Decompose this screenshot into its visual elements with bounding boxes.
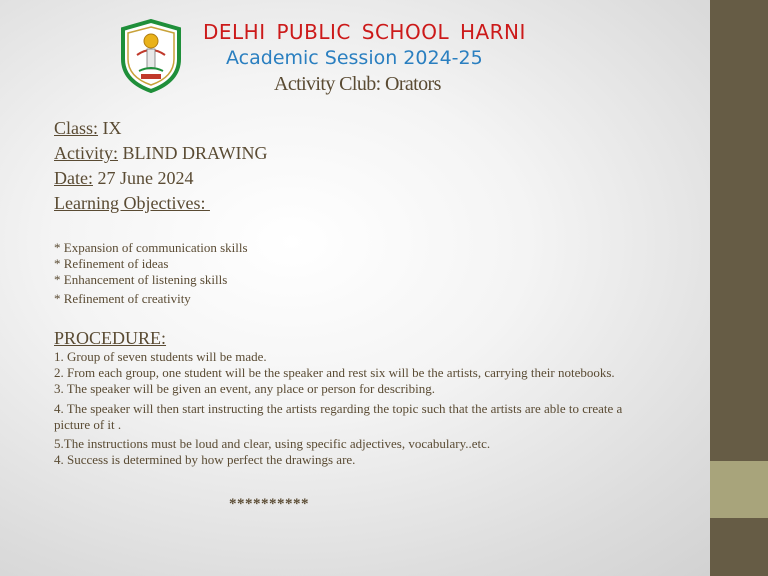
side-bar-accent	[710, 461, 768, 518]
procedure-step: 3. The speaker will be given an event, any place or person for describing.	[54, 381, 435, 396]
date-value: 27 June 2024	[92, 168, 194, 188]
procedure-step: 4. Success is determined by how perfect the drawings are.	[54, 452, 356, 467]
procedure-step: 2. From each group, one student will be the speaker and rest six will be the artists, carrying their notebooks.	[54, 365, 615, 380]
class-line	[54, 118, 122, 139]
objective-item: * Refinement of ideas	[54, 256, 169, 271]
procedure-step: 4. The speaker will then start instructing the artists regarding the topic such that the artists are able to create a picture of it .	[54, 401, 623, 432]
activity-line	[54, 143, 268, 164]
procedure-heading: PROCEDURE:	[54, 328, 167, 348]
school-crest-logo	[119, 19, 183, 93]
academic-session: Academic Session 2024-25	[226, 47, 483, 69]
footer-stars: **********	[229, 496, 309, 512]
objective-item: * Expansion of communication skills	[54, 240, 248, 255]
procedure-step: 1. Group of seven students will be made.	[54, 349, 267, 364]
objectives-label: Learning Objectives:	[54, 193, 210, 213]
date-label: Date:	[54, 168, 93, 188]
procedure-step: 5.The instructions must be loud and clear, using specific adjectives, vocabulary..etc.	[54, 436, 491, 451]
objective-item: * Refinement of creativity	[54, 291, 191, 306]
date-line	[54, 168, 193, 189]
objective-item: * Enhancement of listening skills	[54, 272, 228, 287]
activity-club: Activity Club: Orators	[274, 73, 441, 95]
school-name: DELHI PUBLIC SCHOOL HARNI	[203, 20, 526, 44]
activity-value: BLIND DRAWING	[118, 143, 268, 163]
objectives-heading	[54, 193, 210, 214]
class-label: Class:	[54, 118, 99, 138]
class-value: IX	[98, 118, 122, 138]
activity-label: Activity:	[54, 143, 118, 163]
